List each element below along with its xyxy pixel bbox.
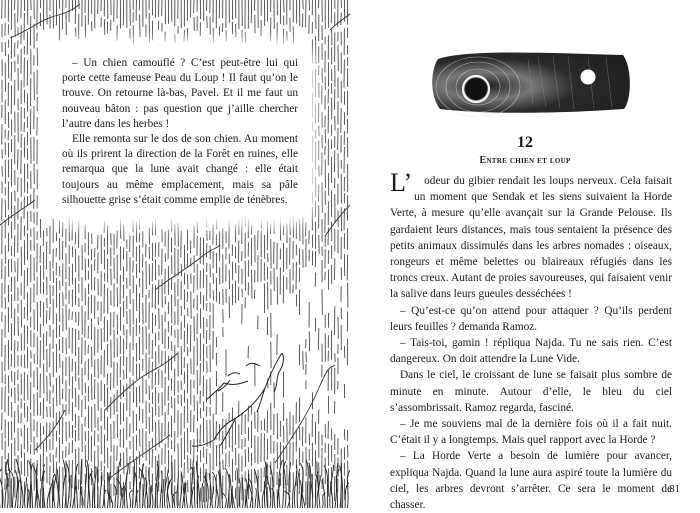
- opening-paragraph: [390, 173, 672, 303]
- page-number: 81: [670, 484, 681, 495]
- paragraph: – Je me souviens mal de la dernière fois où il a fait nuit. C’était il y a longtemps. Mais quel rapport avec la Horde ?: [390, 416, 672, 448]
- chapter-number: 12: [350, 134, 700, 152]
- paragraph-text: odeur du gibier rendait les loups nerveux. Cela faisait un moment que Sendak et les siens suivaient la Horde Verte, à mesure qu’elle avançait sur la Grande Pelouse. Ils gardaient leurs distances, mais tous sentaient la présence des petits animaux dissimulés dans les arbres nomades : oiseaux, rongeurs et même belettes ou blaireaux réfugiés dans les troncs creux. Autant de proies savoureuses, qui faisaient venir la salive dans leurs gueules desséchées !: [390, 175, 672, 300]
- drop-cap: L’: [380, 174, 412, 192]
- chapter-title: Entre chien et loup: [350, 155, 700, 166]
- chapter-body: [390, 173, 672, 513]
- paragraph: – Qu’est-ce qu’on attend pour attaquer ? Qu’ils perdent leurs feuilles ? demanda Ramoz.: [390, 303, 672, 335]
- rider-and-dog-drawing: [192, 353, 283, 446]
- paragraph: Dans le ciel, le croissant de lune se faisait plus sombre de minute en minute. Autour d’elle, le bleu du ciel s’assombrissait. Ramoz regarda, fasciné.: [390, 367, 672, 416]
- paragraph: Elle remonta sur le dos de son chien. Au moment où ils prirent la direction de la Forêt en ruines, elle remarqua que la lune avait changé : elle était toujours au même emplacement, mais sa pâle silhouette grise s’était comme emplie de ténèbres.: [62, 132, 298, 208]
- paragraph: – Un chien camouflé ? C’est peut-être lui qui porte cette fameuse Peau du Loup ! Il faut qu’on le trouve. On retourne là-bas, Pavel. Et il me faut un nouveau bâton : pas question que j’aille chercher l’autre dans les herbes !: [62, 56, 298, 132]
- paragraph: – La Horde Verte a besoin de lumière pour avancer, expliqua Najda. Quand la lune aura aspiré toute la lumière du ciel, les arbres devront s’arrêter. Ce sera le moment de chasser.: [390, 448, 672, 513]
- left-page: [0, 0, 350, 508]
- left-text-box: [56, 50, 306, 216]
- paragraph: – Tais-toi, gamin ! répliqua Najda. Tu ne sais rien. C’est dangereux. On doit attendre la Lune Vide.: [390, 335, 672, 367]
- eclipse-moon-illustration: [428, 47, 633, 117]
